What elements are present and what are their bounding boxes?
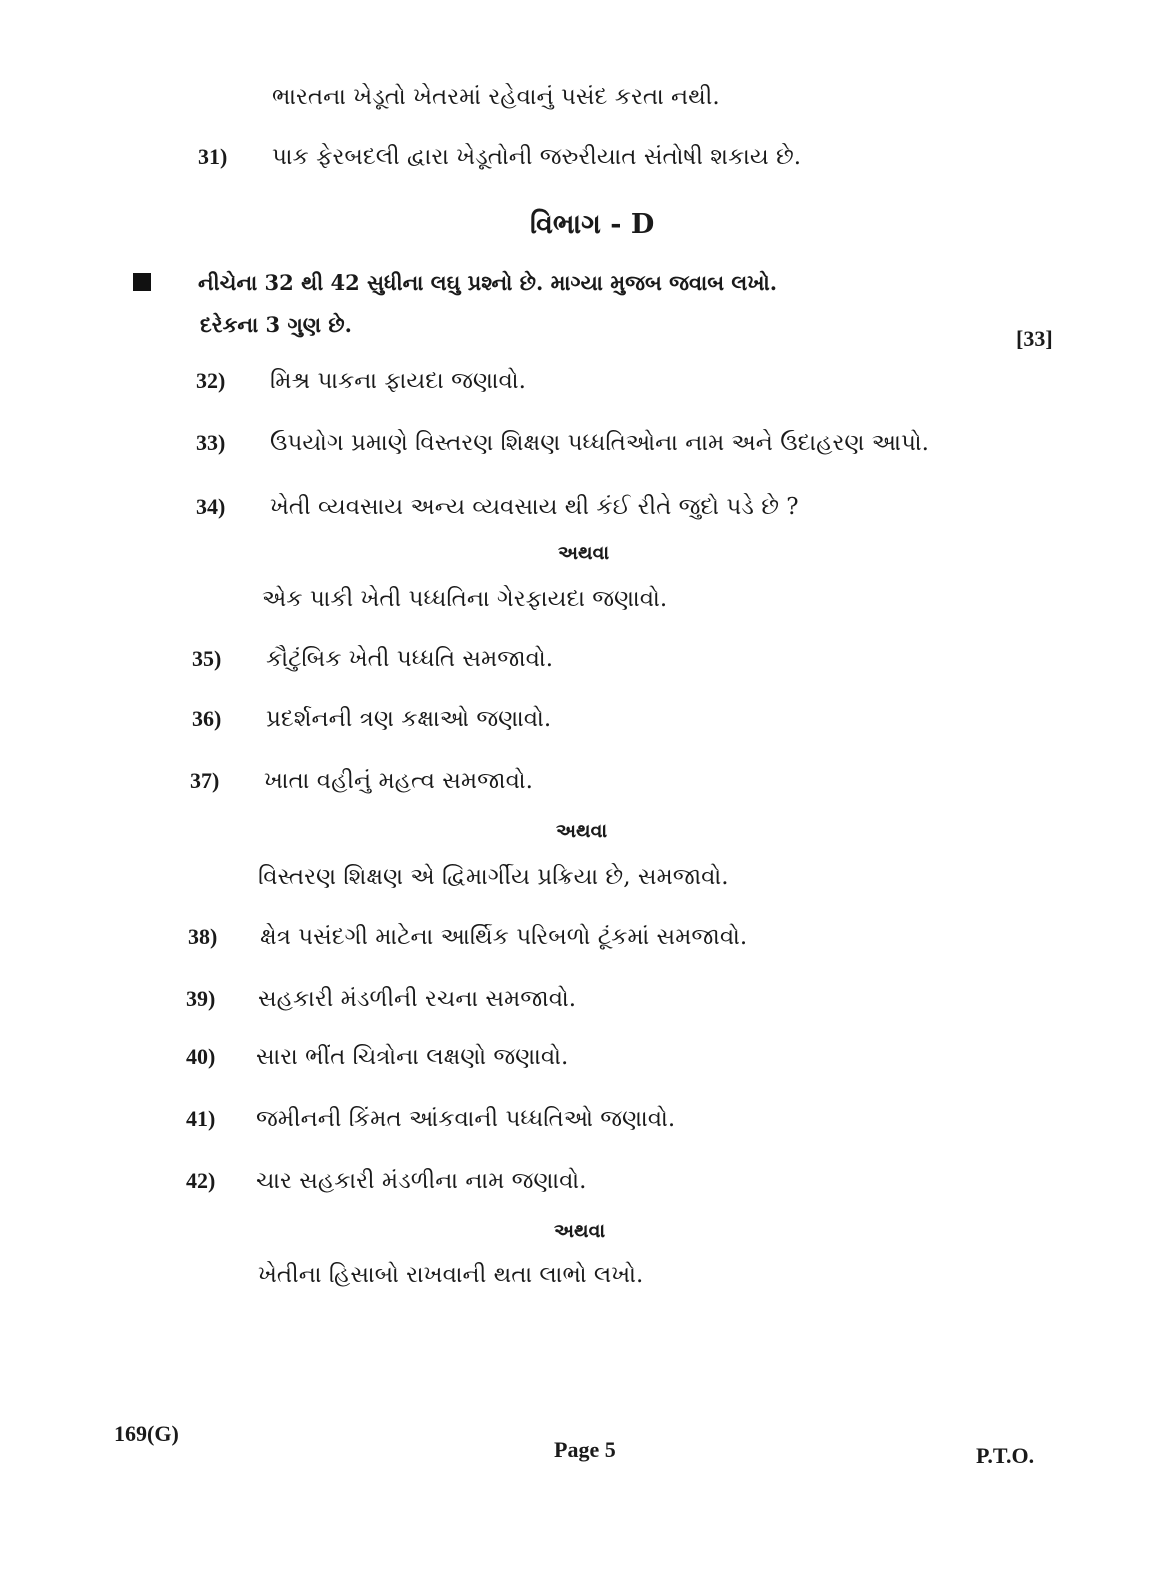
section-heading: વિભાગ - D	[530, 209, 655, 240]
question-number-31: 31)	[198, 144, 228, 169]
paper-code: 169(G)	[114, 1421, 179, 1446]
section-marks: [33]	[1016, 326, 1053, 351]
alternate-question-text: વિસ્તરણ શિક્ષણ એ દ્વિમાર્ગીય પ્રક્રિયા છે, સમજાવો.	[258, 864, 729, 890]
question-text: કૌટુંબિક ખેતી પધ્ધતિ સમજાવો.	[266, 646, 554, 672]
question-text: સારા ભીંત ચિત્રોના લક્ષણો જણાવો.	[256, 1044, 569, 1070]
question-number: 34)	[196, 494, 226, 519]
question-number: 41)	[186, 1106, 216, 1131]
alternate-question-text: એક પાકી ખેતી પધ્ધતિના ગેરફાયદા જણાવો.	[262, 586, 668, 612]
question-text: ઉપયોગ પ્રમાણે વિસ્તરણ શિક્ષણ પધ્ધતિઓના નામ અને ઉદાહરણ આપો.	[270, 430, 929, 456]
instructions-line-1: નીચેના 32 થી 42 સુધીના લઘુ પ્રશ્નો છે. માગ્યા મુજબ જવાબ લખો.	[198, 270, 778, 295]
question-text-31: પાક ફેરબદલી દ્વારા ખેડૂતોની જરુરીયાત સંતોષી શકાય છે.	[272, 144, 802, 170]
question-text: સહકારી મંડળીની રચના સમજાવો.	[258, 986, 577, 1012]
question-text: પ્રદર્શનની ત્રણ કક્ષાઓ જણાવો.	[266, 706, 552, 732]
question-number: 37)	[190, 768, 220, 793]
question-text: જમીનની કિંમત આંકવાની પધ્ધતિઓ જણાવો.	[256, 1106, 676, 1132]
question-number: 42)	[186, 1168, 216, 1193]
continued-answer-line: ભારતના ખેડૂતો ખેતરમાં રહેવાનું પસંદ કરતા નથી.	[272, 84, 720, 110]
question-number: 35)	[192, 646, 222, 671]
question-number: 40)	[186, 1044, 216, 1069]
question-text: ચાર સહકારી મંડળીના નામ જણાવો.	[256, 1168, 587, 1194]
question-number: 32)	[196, 368, 226, 393]
or-label: અથવા	[556, 820, 608, 842]
or-label: અથવા	[558, 542, 610, 564]
question-number: 33)	[196, 430, 226, 455]
please-turn-over: P.T.O.	[976, 1443, 1035, 1468]
question-text: ખેતી વ્યવસાય અન્ય વ્યવસાય થી કંઈ રીતે જુદો પડે છે ?	[270, 494, 799, 520]
bullet-square-icon	[133, 273, 151, 291]
page-number: Page 5	[554, 1437, 616, 1462]
alternate-question-text: ખેતીના હિસાબો રાખવાની થતા લાભો લખો.	[258, 1262, 644, 1288]
question-text: મિશ્ર પાકના ફાયદા જણાવો.	[270, 368, 526, 394]
instructions-line-2: દરેકના 3 ગુણ છે.	[200, 312, 352, 337]
question-number: 36)	[192, 706, 222, 731]
question-text: ખાતા વહીનું મહત્વ સમજાવો.	[264, 768, 533, 794]
question-number: 38)	[188, 924, 218, 949]
or-label: અથવા	[554, 1220, 606, 1242]
question-number: 39)	[186, 986, 216, 1011]
question-text: ક્ષેત્ર પસંદગી માટેના આર્થિક પરિબળો ટૂંકમાં સમજાવો.	[260, 924, 748, 950]
